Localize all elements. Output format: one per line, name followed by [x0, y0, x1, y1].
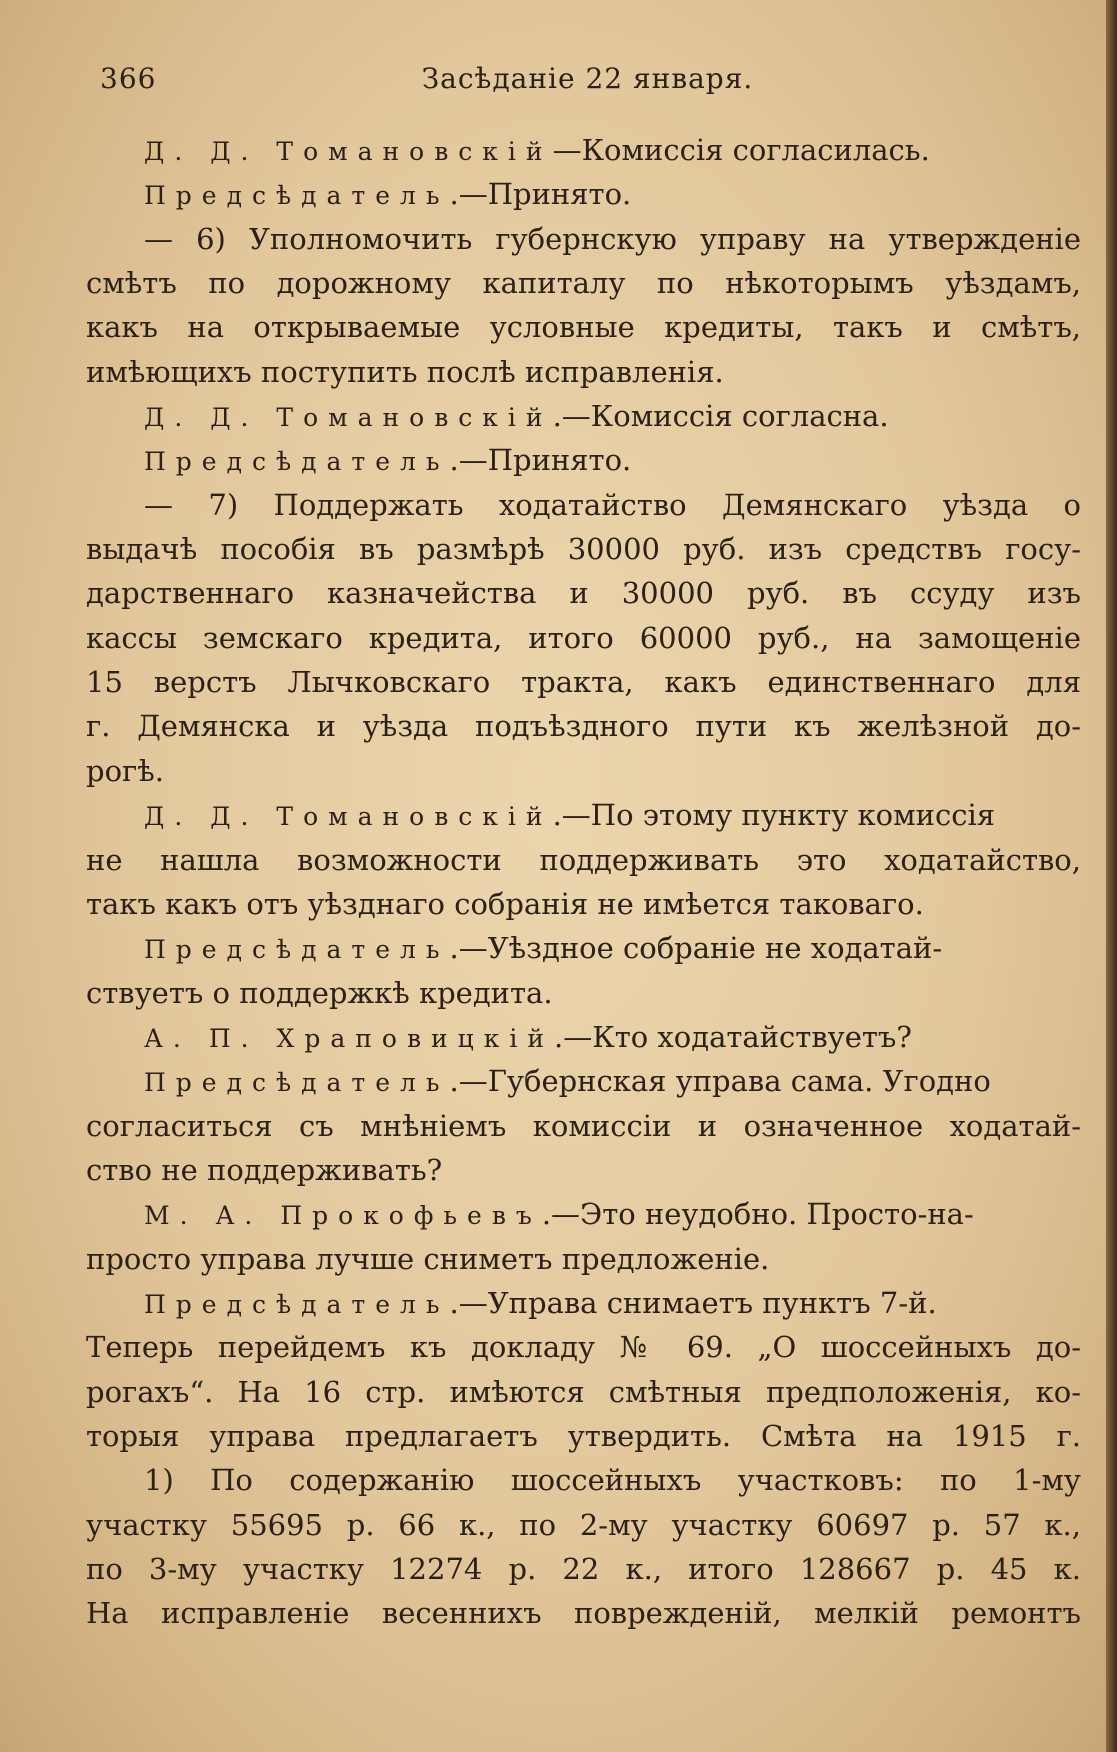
line-text: .—Губернская управа сама. Угодно [449, 1064, 991, 1099]
text-line: рогѣ. [86, 753, 164, 788]
speaker-name: Д. Д. Томановскій [144, 403, 553, 433]
text-line [86, 172, 1081, 216]
page-number: 366 [100, 62, 157, 95]
text-line: рогахъ“. На 16 стр. имѣются смѣтныя предположенія, ко- [86, 1374, 1081, 1409]
text-line: — 7) Поддержать ходатайство Демянскаго уѣзда о [144, 487, 1081, 522]
page-edge-shadow [1106, 0, 1117, 1752]
text-line [86, 1015, 1081, 1059]
text-line [86, 438, 1081, 482]
text-line [86, 394, 1081, 438]
text-line [86, 1059, 1081, 1103]
text-line: дарственнаго казначейства и 30000 руб. въ ссуду изъ [86, 576, 1081, 611]
text-line: согласиться съ мнѣніемъ комиссіи и означенное ходатай- [86, 1108, 1081, 1143]
body-text [86, 128, 1081, 1636]
text-line: такъ какъ отъ уѣзднаго собранія не имѣется таковаго. [86, 886, 924, 921]
page-header [100, 62, 1075, 104]
speaker-name: Предсѣдатель [144, 1068, 450, 1098]
speaker-name: Д. Д. Томановскій [144, 137, 553, 166]
line-text: .—По этому пункту комиссія [552, 798, 996, 833]
line-text: .—Комиссія согласна. [552, 399, 889, 434]
text-line: На исправленіе весеннихъ поврежденій, мелкій ремонтъ [86, 1596, 1081, 1631]
text-line: Теперь перейдемъ къ докладу № 69. „О шоссейныхъ до- [86, 1330, 1081, 1365]
speaker-name: Предсѣдатель [144, 935, 450, 965]
speaker-name: Д. Д. Томановскій [144, 802, 553, 832]
line-text: .—Кто ходатайствуетъ? [554, 1019, 912, 1054]
line-text: .—Принято. [449, 443, 632, 478]
line-text: .—Уѣздное собраніе не ходатай- [449, 931, 943, 966]
speaker-name: М. А. Прокофьевъ [144, 1201, 542, 1231]
line-text: .—Это неудобно. Просто-на- [541, 1197, 974, 1232]
text-line: ствуетъ о поддержкѣ кредита. [86, 975, 553, 1010]
text-line: участку 55695 р. 66 к., по 2-му участку 60697 р. 57 к., [86, 1507, 1081, 1542]
text-line: не нашла возможности поддерживать это ходатайство, [86, 842, 1081, 877]
text-line: кассы земскаго кредита, итого 60000 руб., на замощеніе [86, 620, 1081, 655]
line-text: .—Принято. [449, 177, 632, 212]
text-line: ство не поддерживать? [86, 1152, 443, 1187]
text-line: — 6) Уполномочить губернскую управу на утвержденіе [144, 221, 1081, 256]
line-text: —Комиссія согласилась. [552, 133, 930, 167]
text-line [86, 926, 1081, 970]
text-line [86, 1192, 1081, 1236]
line-text: .—Управа снимаетъ пунктъ 7-й. [449, 1285, 937, 1320]
text-line: имѣющихъ поступить послѣ исправленія. [86, 354, 724, 389]
text-line [86, 1281, 1081, 1325]
speaker-name: А. П. Храповицкій [144, 1023, 555, 1053]
speaker-name: Предсѣдатель [144, 1289, 450, 1319]
text-line [86, 793, 1081, 837]
text-line [86, 128, 1081, 172]
text-line: смѣтъ по дорожному капиталу по нѣкоторымъ уѣздамъ, [86, 266, 1081, 301]
text-line: торыя управа предлагаетъ утвердить. Смѣта на 1915 г. [86, 1418, 1081, 1453]
text-line: какъ на открываемые условные кредиты, такъ и смѣтъ, [86, 310, 1081, 345]
speaker-name: Предсѣдатель [144, 181, 450, 211]
speaker-name: Предсѣдатель [144, 447, 450, 477]
text-line: просто управа лучше сниметъ предложеніе. [86, 1241, 770, 1276]
text-line: выдачѣ пособія въ размѣрѣ 30000 руб. изъ средствъ госу- [86, 532, 1081, 567]
text-line: 1) По содержанію шоссейныхъ участковъ: по 1-му [144, 1463, 1081, 1498]
text-line: по 3-му участку 12274 р. 22 к., итого 128667 р. 45 к. [86, 1552, 1081, 1586]
running-title: Засѣданіе 22 января. [421, 62, 754, 95]
text-line: 15 верстъ Лычковскаго тракта, какъ единственнаго для [86, 665, 1081, 700]
text-line: г. Демянска и уѣзда подъѣздного пути къ желѣзной до- [86, 709, 1081, 744]
